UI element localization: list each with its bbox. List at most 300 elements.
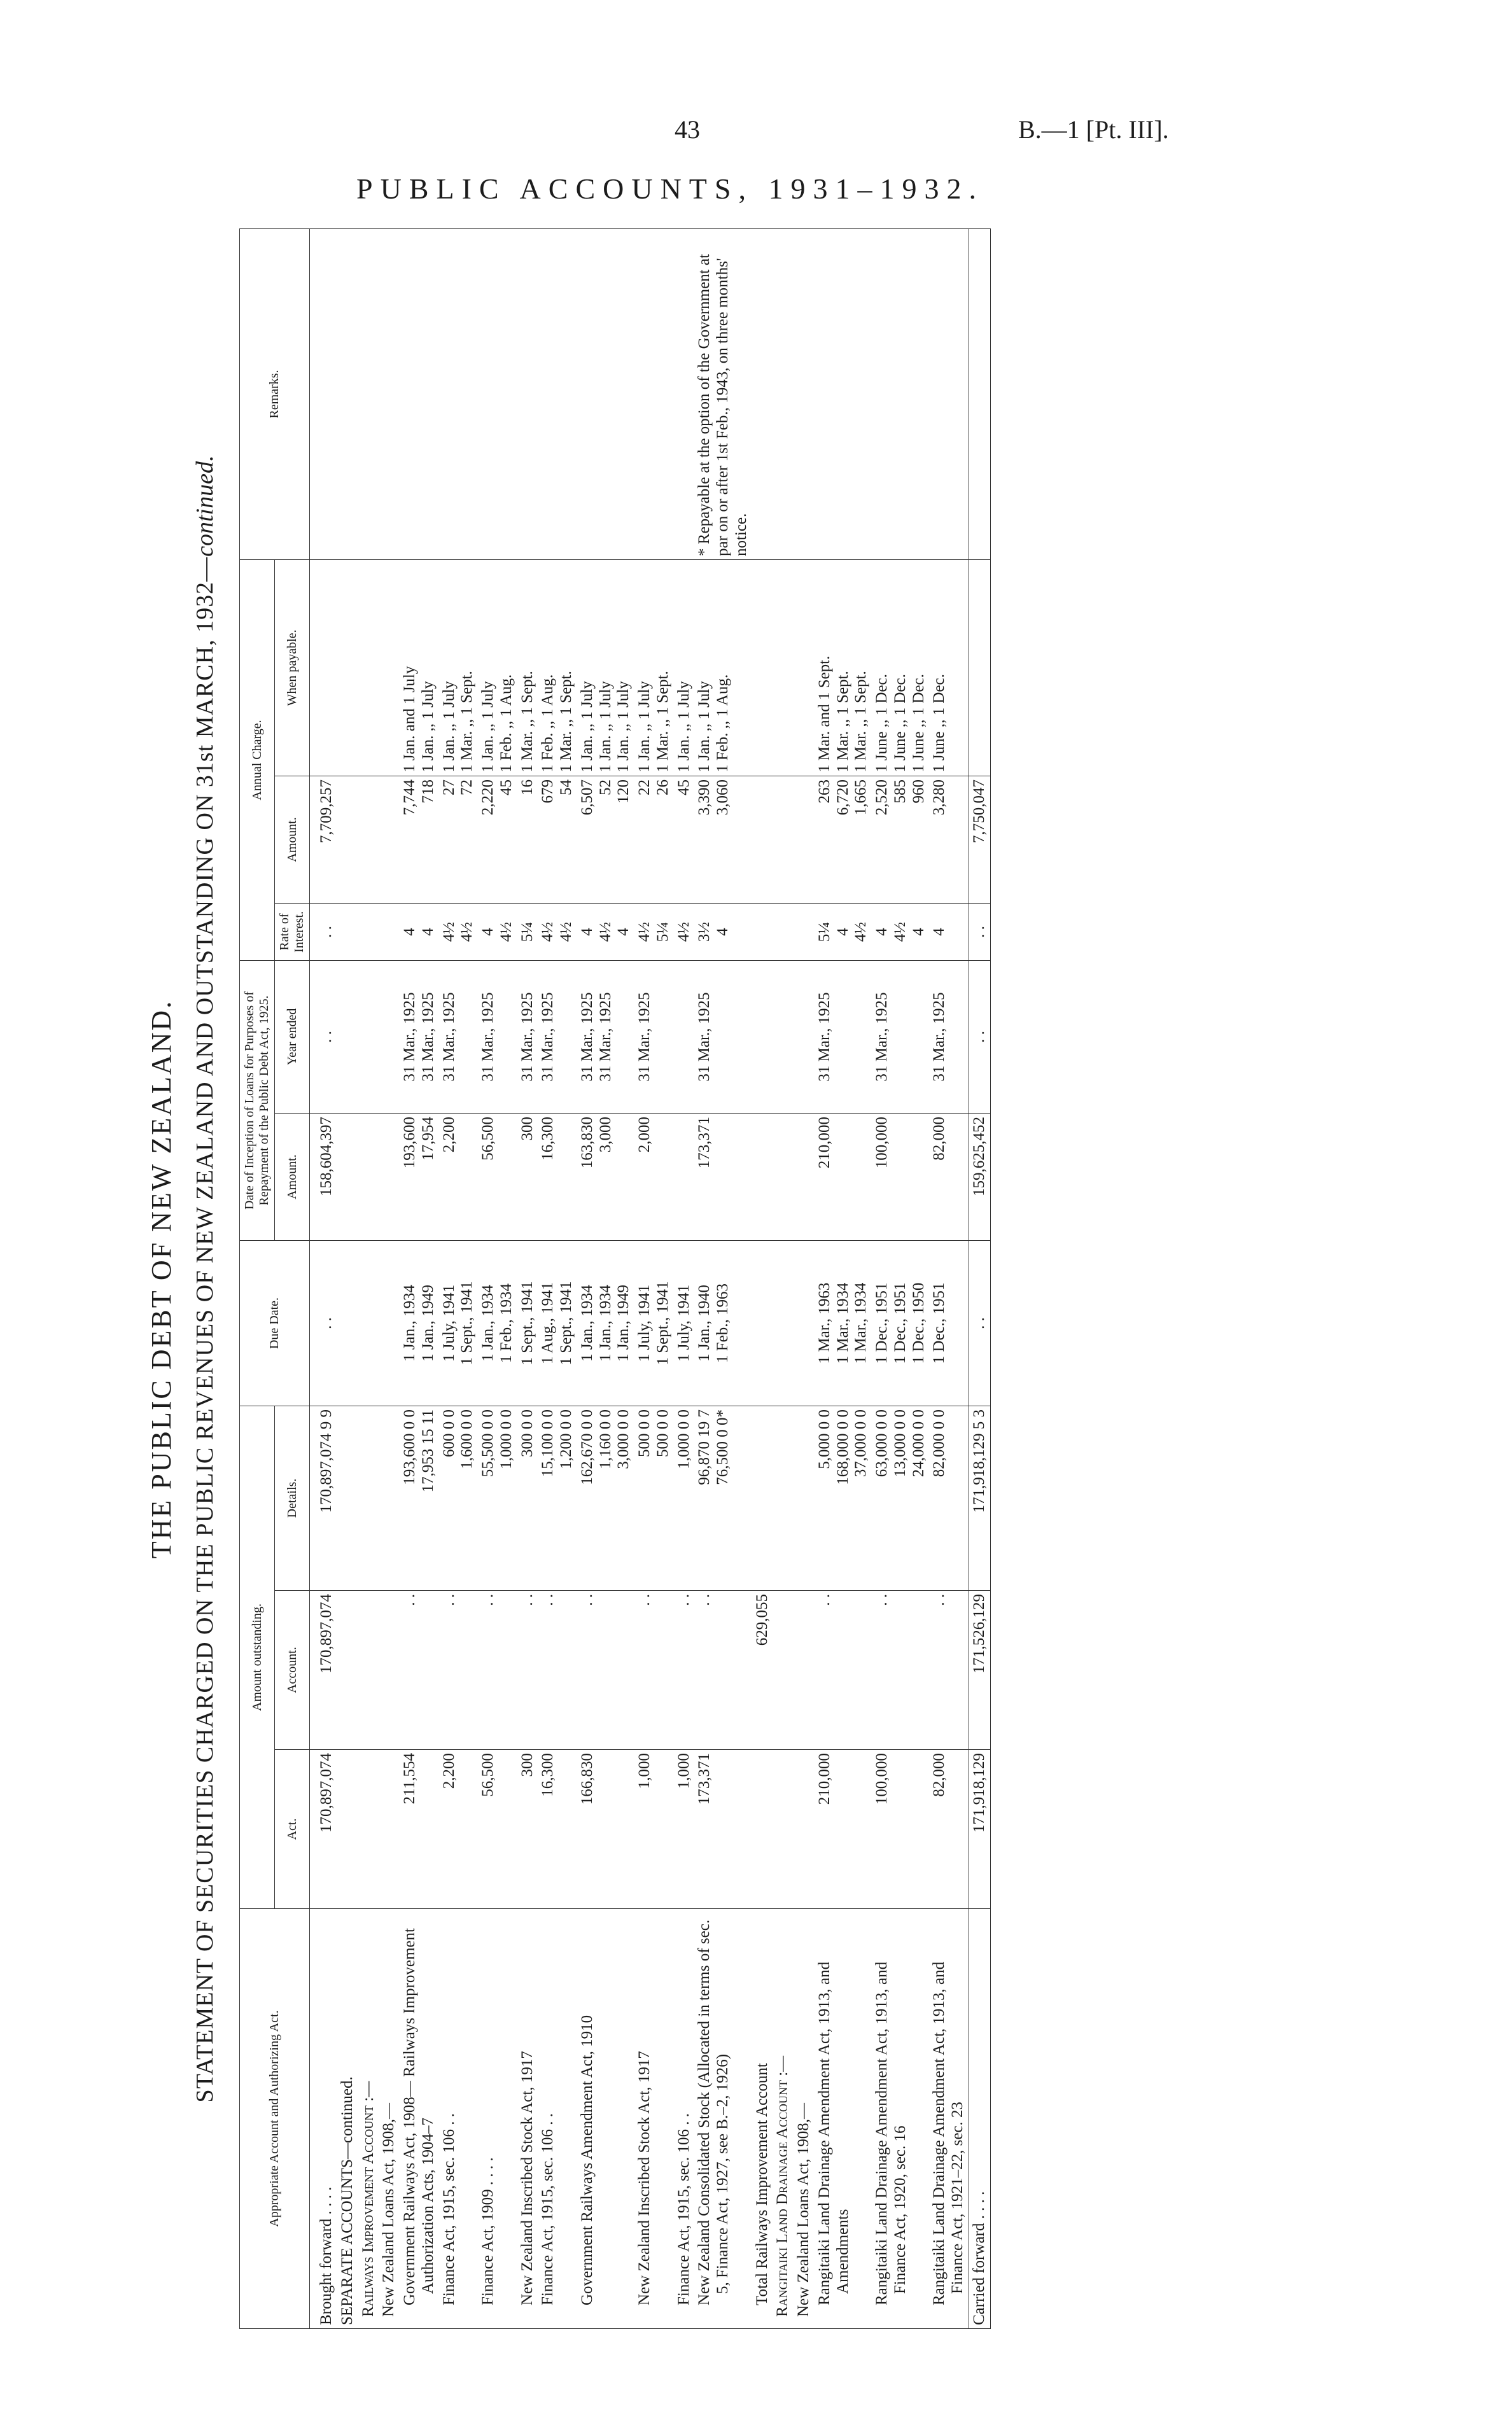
cell-line: 3,000 0 0 <box>615 1409 633 1469</box>
cell-remarks <box>872 228 929 559</box>
cell-line: 1 Feb., 1963 <box>714 1283 731 1363</box>
cell-details <box>674 1406 695 1590</box>
cell-line: * Repayable at the option of the Government at par on or after 1st Feb., 1943, on three months' notice. <box>696 254 750 556</box>
cell-line: 5,000 0 0 <box>815 1409 833 1469</box>
cell-inception-amount <box>439 1113 479 1240</box>
cell-details <box>517 1406 538 1590</box>
cell-account <box>517 1591 538 1750</box>
cell-line: 163,830 <box>578 1116 596 1169</box>
cell-line: 82,000 0 0 <box>930 1409 948 1478</box>
cell-label <box>358 1909 379 2329</box>
cell-act <box>577 1750 634 1909</box>
cell-line: 1 July, 1941 <box>636 1284 653 1362</box>
cell-line: 31 Mar., 1925 <box>636 992 653 1082</box>
cell-year-ended <box>478 960 517 1113</box>
cell-line: 1 Mar., 1934 <box>852 1282 870 1364</box>
cell-details <box>538 1406 577 1590</box>
table-row <box>815 228 872 2328</box>
cell-line: 1 Jan. ,, 1 July <box>578 681 596 772</box>
cell-remarks <box>694 228 752 559</box>
cell-line: 1 Feb., 1934 <box>497 1283 515 1363</box>
cell-line: 31 Mar., 1925 <box>930 992 948 1082</box>
cell-line: New Zealand Inscribed Stock Act, 1917 <box>518 2051 536 2305</box>
table-row <box>674 228 695 2328</box>
cell-charge <box>969 776 990 903</box>
cell-year-ended <box>517 960 538 1113</box>
cell-due-date <box>400 1240 439 1406</box>
cell-account <box>439 1591 479 1750</box>
cell-details <box>634 1406 674 1590</box>
table-row <box>400 228 439 2328</box>
cell-rate <box>634 903 674 960</box>
cell-line: . . <box>636 1594 653 1606</box>
cell-inception-amount <box>794 1113 815 1240</box>
cell-line: 17,954 <box>419 1116 437 1161</box>
cell-inception-amount <box>538 1113 577 1240</box>
cell-line: 31 Mar., 1925 <box>518 992 536 1082</box>
cell-inception-amount <box>400 1113 439 1240</box>
cell-line: 1 July, 1941 <box>440 1284 458 1362</box>
cell-charge <box>794 776 815 903</box>
cell-when-payable <box>929 559 969 776</box>
cell-line: 173,371 <box>696 1753 713 1805</box>
cell-line: 600 0 0 <box>440 1409 458 1457</box>
cell-line: 210,000 <box>815 1116 833 1169</box>
cell-line: . . <box>318 926 335 938</box>
cell-act <box>379 1750 400 1909</box>
cell-line: 31 Mar., 1925 <box>539 992 557 1082</box>
cell-rate <box>969 903 990 960</box>
cell-inception-amount <box>773 1113 794 1240</box>
cell-charge <box>337 776 358 903</box>
cell-line: 1,200 0 0 <box>557 1409 575 1469</box>
cell-line: 1 Jan. ,, 1 July <box>479 681 496 772</box>
header-inception: Date of Inception of Loans for Purposes of Repayment of the Public Debt Act, 1925. <box>240 960 275 1240</box>
cell-line: 1 Jan., 1934 <box>596 1285 614 1362</box>
cell-line: 171,526,129 <box>970 1594 988 1674</box>
cell-line: 193,600 0 0 <box>401 1409 418 1485</box>
cell-when-payable <box>358 559 379 776</box>
cell-line: 6,507 <box>578 779 596 816</box>
cell-due-date <box>439 1240 479 1406</box>
cell-rate <box>577 903 634 960</box>
cell-line: 1 Sept., 1941 <box>654 1281 671 1366</box>
cell-when-payable <box>634 559 674 776</box>
cell-label <box>538 1909 577 2329</box>
cell-inception-amount <box>815 1113 872 1240</box>
statement-subtitle <box>191 229 219 2329</box>
cell-line: New Zealand Loans Act, 1908,— <box>380 2102 398 2317</box>
cell-account <box>478 1591 517 1750</box>
cell-inception-amount <box>310 1113 337 1240</box>
header-details: Details. <box>275 1406 310 1590</box>
cell-act <box>400 1750 439 1909</box>
header-act-amount: Act. <box>275 1750 310 1909</box>
table-row <box>577 228 634 2328</box>
cell-when-payable <box>773 559 794 776</box>
cell-act <box>478 1750 517 1909</box>
cell-remarks <box>794 228 815 559</box>
cell-remarks <box>969 228 990 559</box>
cell-line: 120 <box>615 779 633 804</box>
cell-charge <box>634 776 674 903</box>
cell-line: 45 <box>675 779 692 795</box>
cell-line: 31 Mar., 1925 <box>596 992 614 1082</box>
cell-act <box>310 1750 337 1909</box>
cell-account <box>872 1591 929 1750</box>
table-row <box>439 228 479 2328</box>
cell-due-date <box>538 1240 577 1406</box>
header-inception-amount: Amount. <box>275 1113 310 1240</box>
cell-line: Government Railways Amendment Act, 1910 <box>578 2015 596 2305</box>
cell-label <box>872 1909 929 2329</box>
cell-line: . . <box>815 1594 833 1606</box>
cell-details <box>929 1406 969 1590</box>
cell-line: Rangitaiki Land Drainage Amendment Act, 1913, and Amendments <box>815 1961 851 2305</box>
cell-remarks <box>439 228 479 559</box>
cell-inception-amount <box>929 1113 969 1240</box>
cell-line: 4 <box>615 928 633 936</box>
table-row <box>634 228 674 2328</box>
cell-remarks <box>379 228 400 559</box>
cell-line: 1,600 0 0 <box>458 1409 476 1469</box>
cell-line: 1 Jan. ,, 1 July <box>615 681 633 772</box>
cell-year-ended <box>694 960 752 1113</box>
cell-act <box>815 1750 872 1909</box>
table-row <box>694 228 752 2328</box>
cell-act <box>969 1750 990 1909</box>
cell-line: 17,953 15 11 <box>419 1409 437 1493</box>
cell-act <box>794 1750 815 1909</box>
cell-line: 1 Mar. ,, 1 Sept. <box>852 671 870 772</box>
cell-account <box>310 1591 337 1750</box>
cell-line: 4½ <box>675 921 692 942</box>
cell-label <box>969 1909 990 2329</box>
cell-line: 31 Mar., 1925 <box>479 992 496 1082</box>
cell-line: . . <box>970 1317 988 1329</box>
cell-charge <box>674 776 695 903</box>
cell-line: 1 Feb. ,, 1 Aug. <box>539 674 557 772</box>
cell-line: 162,670 0 0 <box>578 1409 596 1485</box>
cell-details <box>577 1406 634 1590</box>
table-row <box>872 228 929 2328</box>
cell-line: 585 <box>891 779 909 804</box>
cell-details <box>379 1406 400 1590</box>
cell-line: 263 <box>815 779 833 804</box>
cell-line: 171,918,129 <box>970 1753 988 1833</box>
cell-line: Finance Act, 1915, sec. 106 . . <box>539 2113 557 2305</box>
cell-due-date <box>674 1240 695 1406</box>
cell-label <box>400 1909 439 2329</box>
cell-remarks <box>358 228 379 559</box>
cell-line: 1 June ,, 1 Dec. <box>891 674 909 772</box>
cell-details <box>872 1406 929 1590</box>
cell-year-ended <box>358 960 379 1113</box>
cell-inception-amount <box>694 1113 752 1240</box>
table-row <box>517 228 538 2328</box>
cell-act <box>694 1750 752 1909</box>
cell-line: . . <box>675 1594 692 1606</box>
cell-account <box>773 1591 794 1750</box>
cell-year-ended <box>310 960 337 1113</box>
cell-line: 300 0 0 <box>518 1409 536 1457</box>
cell-line: 679 <box>539 779 557 804</box>
cell-line: 5¼ <box>654 921 671 942</box>
cell-line: 1,000 <box>636 1753 653 1789</box>
cell-line: 3,060 <box>714 779 731 816</box>
cell-line: 1 Mar. ,, 1 Sept. <box>518 671 536 772</box>
cell-when-payable <box>794 559 815 776</box>
cell-account <box>337 1591 358 1750</box>
cell-line: 4 <box>873 928 890 936</box>
cell-year-ended <box>929 960 969 1113</box>
cell-account <box>815 1591 872 1750</box>
cell-line: 1 Jan. ,, 1 July <box>696 681 713 772</box>
document-reference: B.—1 [Pt. III]. <box>1018 115 1169 144</box>
cell-line: 193,600 <box>401 1116 418 1169</box>
cell-line: New Zealand Loans Act, 1908,— <box>795 2102 812 2317</box>
cell-remarks <box>400 228 439 559</box>
cell-line: 6,720 <box>834 779 851 816</box>
cell-year-ended <box>752 960 773 1113</box>
cell-due-date <box>794 1240 815 1406</box>
cell-when-payable <box>439 559 479 776</box>
cell-line: 2,520 <box>873 779 890 816</box>
cell-line: . . <box>873 1594 890 1606</box>
cell-label <box>517 1909 538 2329</box>
cell-line: 3,000 <box>596 1116 614 1153</box>
table-row <box>773 228 794 2328</box>
cell-details <box>439 1406 479 1590</box>
cell-line: 1 Jan. ,, 1 July <box>675 681 692 772</box>
header-amount-outstanding: Amount outstanding. <box>240 1406 275 1908</box>
cell-when-payable <box>400 559 439 776</box>
cell-when-payable <box>577 559 634 776</box>
cell-when-payable <box>872 559 929 776</box>
cell-line: 4 <box>834 928 851 936</box>
cell-line: Rangitaiki Land Drainage Account :— <box>774 2055 792 2317</box>
cell-line: 170,897,074 9 9 <box>318 1409 335 1513</box>
cell-charge <box>577 776 634 903</box>
cell-when-payable <box>969 559 990 776</box>
cell-line: 3½ <box>696 921 713 942</box>
cell-line: Government Railways Act, 1908— Railways Improvement Authorization Acts, 1904–7 <box>401 1928 437 2305</box>
cell-label <box>794 1909 815 2329</box>
cell-line: 4½ <box>891 921 909 942</box>
cell-line: 15,100 0 0 <box>539 1409 557 1478</box>
cell-line: 56,500 <box>479 1753 496 1797</box>
cell-inception-amount <box>577 1113 634 1240</box>
cell-line: 1 Sept., 1941 <box>518 1281 536 1366</box>
cell-line: 1 Mar., 1963 <box>815 1282 833 1364</box>
cell-line: 37,000 0 0 <box>852 1409 870 1478</box>
cell-act <box>752 1750 773 1909</box>
cell-remarks <box>674 228 695 559</box>
cell-line: 4½ <box>557 921 575 942</box>
cell-when-payable <box>517 559 538 776</box>
cell-rate <box>794 903 815 960</box>
cell-line: 1 June ,, 1 Dec. <box>909 674 927 772</box>
cell-line: 1,665 <box>852 779 870 816</box>
cell-label <box>577 1909 634 2329</box>
cell-due-date <box>517 1240 538 1406</box>
cell-when-payable <box>337 559 358 776</box>
cell-line: . . <box>578 1594 596 1606</box>
cell-line: 629,055 <box>753 1594 771 1646</box>
cell-due-date <box>929 1240 969 1406</box>
cell-when-payable <box>694 559 752 776</box>
cell-line: 1 Dec., 1950 <box>909 1282 927 1364</box>
cell-line: Rangitaiki Land Drainage Amendment Act, 1913, and Finance Act, 1920, sec. 16 <box>873 1961 909 2305</box>
cell-account <box>694 1591 752 1750</box>
cell-due-date <box>815 1240 872 1406</box>
table-row <box>478 228 517 2328</box>
cell-remarks <box>773 228 794 559</box>
cell-line: 1 Mar. ,, 1 Sept. <box>557 671 575 772</box>
cell-due-date <box>872 1240 929 1406</box>
cell-due-date <box>634 1240 674 1406</box>
cell-line: 54 <box>557 779 575 795</box>
table-row <box>538 228 577 2328</box>
cell-line: 1 Jan., 1949 <box>419 1285 437 1362</box>
cell-line: 173,371 <box>696 1116 713 1169</box>
cell-rate <box>478 903 517 960</box>
cell-line: Carried forward . . . . <box>970 2191 988 2325</box>
cell-line: 45 <box>497 779 515 795</box>
cell-when-payable <box>379 559 400 776</box>
cell-account <box>752 1591 773 1750</box>
cell-charge <box>752 776 773 903</box>
cell-line: 1 Jan., 1940 <box>696 1285 713 1362</box>
cell-details <box>773 1406 794 1590</box>
cell-rate <box>439 903 479 960</box>
cell-charge <box>379 776 400 903</box>
cell-rate <box>400 903 439 960</box>
cell-line: 7,750,047 <box>970 779 988 843</box>
cell-line: 1,000 0 0 <box>675 1409 692 1469</box>
cell-due-date <box>337 1240 358 1406</box>
cell-line: 31 Mar., 1925 <box>815 992 833 1082</box>
cell-line: . . <box>318 1317 335 1329</box>
cell-inception-amount <box>674 1113 695 1240</box>
cell-line: 63,000 0 0 <box>873 1409 890 1478</box>
cell-remarks <box>634 228 674 559</box>
header-year-ended: Year ended <box>275 960 310 1113</box>
cell-line: 1,000 <box>675 1753 692 1789</box>
cell-label <box>752 1909 773 2329</box>
cell-line: 1 Mar. ,, 1 Sept. <box>654 671 671 772</box>
cell-line: 72 <box>458 779 476 795</box>
cell-charge <box>358 776 379 903</box>
cell-line: 1 Mar. ,, 1 Sept. <box>458 671 476 772</box>
cell-line: 500 0 0 <box>636 1409 653 1457</box>
cell-line: 31 Mar., 1925 <box>696 992 713 1082</box>
cell-due-date <box>358 1240 379 1406</box>
cell-year-ended <box>634 960 674 1113</box>
cell-line: 1 Jan. ,, 1 July <box>596 681 614 772</box>
table-row <box>379 228 400 2328</box>
cell-line: 31 Mar., 1925 <box>419 992 437 1082</box>
cell-line: 1 Dec., 1951 <box>891 1282 909 1364</box>
cell-line: 718 <box>419 779 437 804</box>
cell-account <box>379 1591 400 1750</box>
table-row <box>969 228 990 2328</box>
cell-year-ended <box>674 960 695 1113</box>
cell-charge <box>815 776 872 903</box>
table-row <box>794 228 815 2328</box>
cell-year-ended <box>577 960 634 1113</box>
cell-line: 158,604,397 <box>318 1116 335 1196</box>
cell-label <box>773 1909 794 2329</box>
cell-line: 4½ <box>440 921 458 942</box>
cell-act <box>674 1750 695 1909</box>
cell-details <box>694 1406 752 1590</box>
cell-line: 170,897,074 <box>318 1594 335 1674</box>
cell-line: SEPARATE ACCOUNTS—continued. <box>338 2076 356 2325</box>
cell-line: 76,500 0 0* <box>714 1409 731 1485</box>
cell-line: 1,000 0 0 <box>497 1409 515 1469</box>
cell-line: Rangitaiki Land Drainage Amendment Act, 1913, and Finance Act, 1921–22, sec. 23 <box>930 1961 966 2305</box>
cell-rate <box>337 903 358 960</box>
cell-line: 1 July, 1941 <box>675 1284 692 1362</box>
cell-line: 210,000 <box>815 1753 833 1805</box>
cell-line: 52 <box>596 779 614 795</box>
cell-line: . . <box>696 1594 713 1606</box>
cell-line: 31 Mar., 1925 <box>578 992 596 1082</box>
cell-rate <box>694 903 752 960</box>
cell-line: Finance Act, 1909 . . . . <box>479 2157 496 2305</box>
cell-line: 27 <box>440 779 458 795</box>
cell-line: Finance Act, 1915, sec. 106 . . <box>440 2113 458 2305</box>
cell-rate <box>872 903 929 960</box>
cell-line: . . <box>479 1594 496 1606</box>
cell-line: 4½ <box>539 921 557 942</box>
cell-charge <box>400 776 439 903</box>
cell-due-date <box>577 1240 634 1406</box>
cell-inception-amount <box>337 1113 358 1240</box>
cell-details <box>794 1406 815 1590</box>
cell-act <box>538 1750 577 1909</box>
cell-details <box>752 1406 773 1590</box>
cell-line: 100,000 <box>873 1116 890 1169</box>
cell-line: 31 Mar., 1925 <box>873 992 890 1082</box>
cell-line: 24,000 0 0 <box>909 1409 927 1478</box>
cell-line: 5¼ <box>815 921 833 942</box>
cell-line: 1 June ,, 1 Dec. <box>873 674 890 772</box>
cell-line: 1 Jan., 1934 <box>401 1285 418 1362</box>
cell-due-date <box>773 1240 794 1406</box>
header-annual-charge: Annual Charge. <box>240 559 275 960</box>
cell-line: 22 <box>636 779 653 795</box>
cell-remarks <box>929 228 969 559</box>
cell-line: . . <box>401 1594 418 1606</box>
cell-details <box>478 1406 517 1590</box>
cell-rate <box>752 903 773 960</box>
cell-line: 1 Dec., 1951 <box>930 1282 948 1364</box>
cell-line: Railways Improvement Account :— <box>359 2081 377 2317</box>
cell-line: 3,280 <box>930 779 948 816</box>
cell-label <box>929 1909 969 2329</box>
cell-inception-amount <box>517 1113 538 1240</box>
cell-inception-amount <box>478 1113 517 1240</box>
cell-line: 7,744 <box>401 779 418 816</box>
cell-line: 1 Mar., 1934 <box>834 1282 851 1364</box>
cell-line: 1 Mar. ,, 1 Sept. <box>834 671 851 772</box>
table-row <box>358 228 379 2328</box>
cell-inception-amount <box>634 1113 674 1240</box>
cell-line: . . <box>440 1594 458 1606</box>
cell-inception-amount <box>752 1113 773 1240</box>
